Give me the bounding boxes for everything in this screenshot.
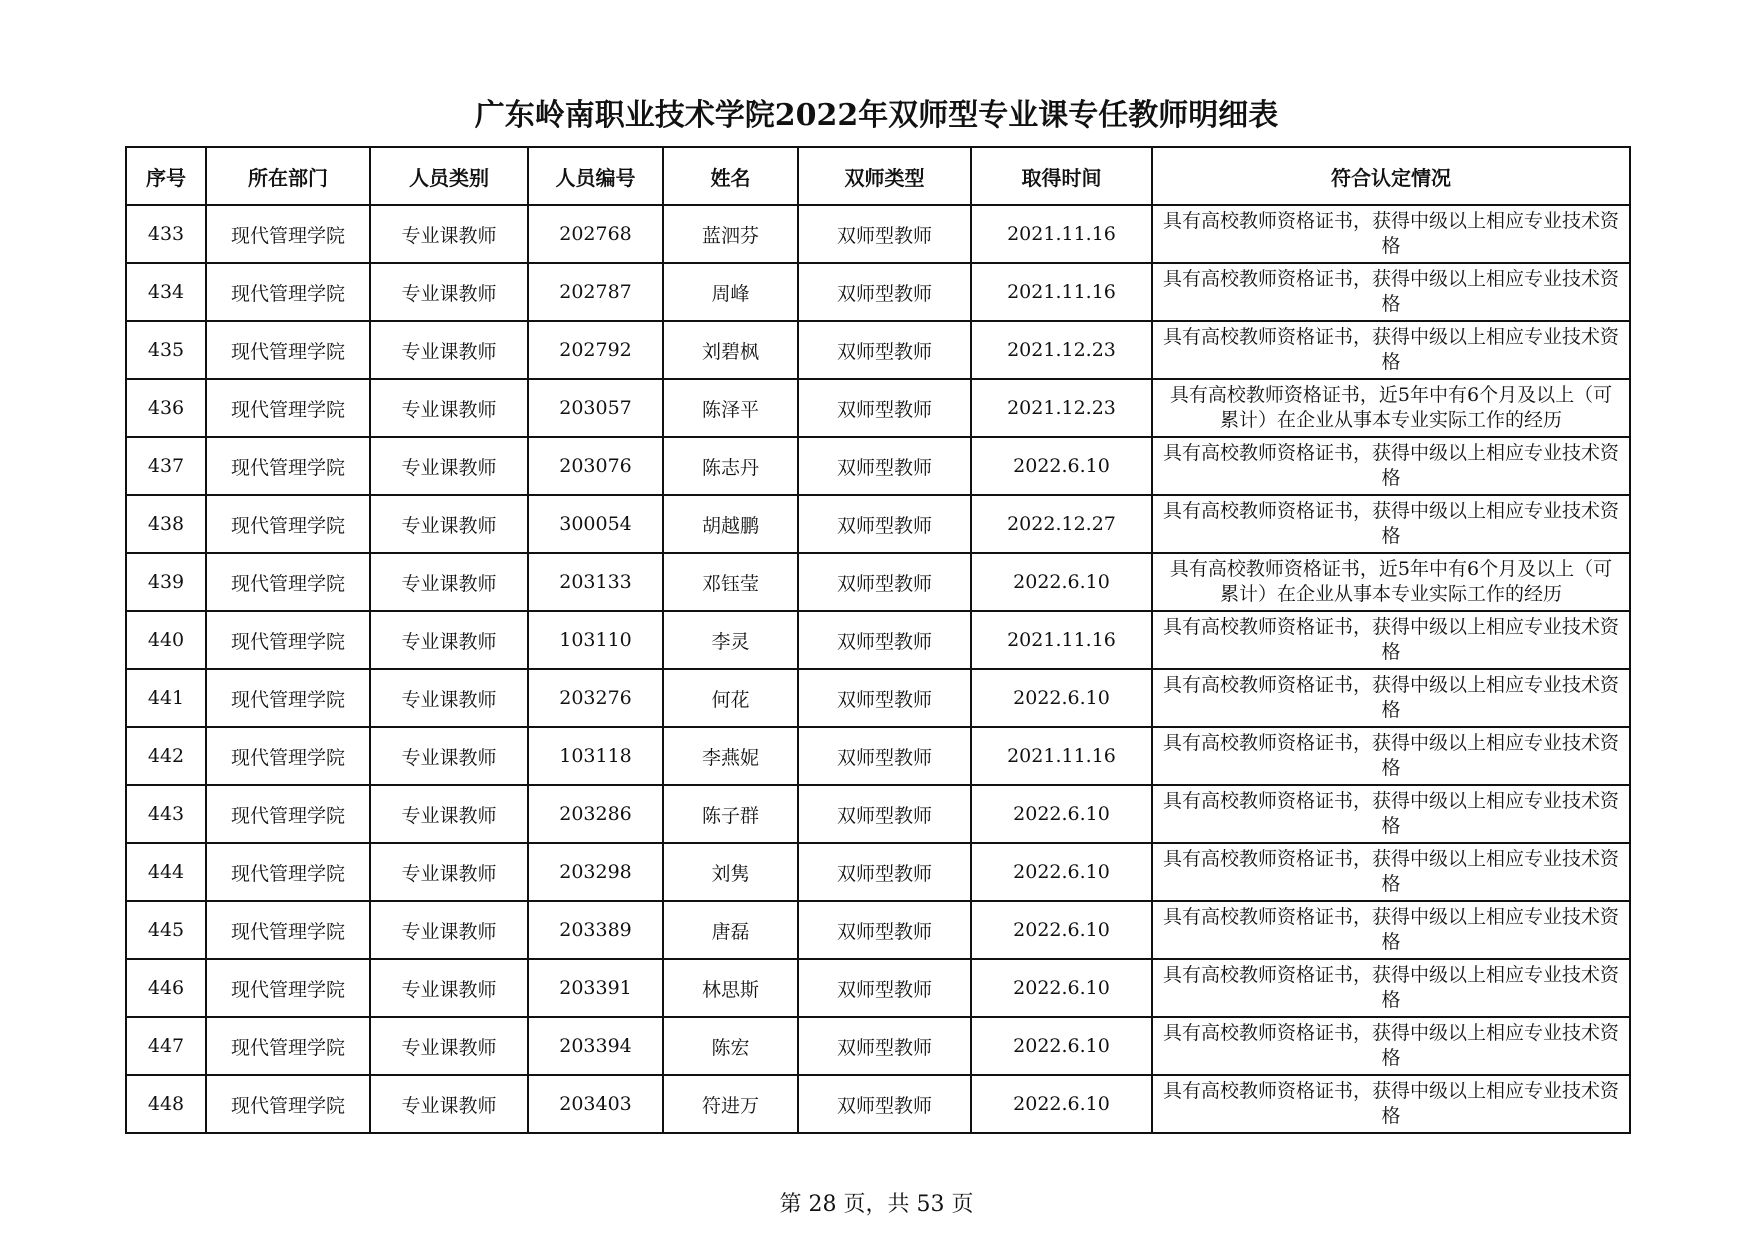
- cell-index: 436: [126, 379, 206, 437]
- cell-dual-type: 双师型教师: [798, 495, 971, 553]
- cell-criteria: 具有高校教师资格证书，近5年中有6个月及以上（可累计）在企业从事本专业实际工作的经历: [1152, 379, 1630, 437]
- cell-name: 陈泽平: [663, 379, 798, 437]
- cell-staff-category: 专业课教师: [370, 1075, 528, 1133]
- cell-staff-id: 202768: [528, 205, 663, 263]
- cell-staff-id: 203298: [528, 843, 663, 901]
- cell-index: 443: [126, 785, 206, 843]
- cell-name: 林思斯: [663, 959, 798, 1017]
- table-row: [126, 959, 1630, 1017]
- cell-dual-type: 双师型教师: [798, 611, 971, 669]
- cell-criteria: 具有高校教师资格证书，获得中级以上相应专业技术资格: [1152, 727, 1630, 785]
- cell-department: 现代管理学院: [206, 205, 370, 263]
- cell-department: 现代管理学院: [206, 611, 370, 669]
- header-cell-criteria: 符合认定情况: [1152, 147, 1630, 205]
- cell-dual-type: 双师型教师: [798, 1017, 971, 1075]
- cell-dual-type: 双师型教师: [798, 263, 971, 321]
- header-cell-department: 所在部门: [206, 147, 370, 205]
- table-row: [126, 727, 1630, 785]
- cell-staff-id: 203403: [528, 1075, 663, 1133]
- cell-staff-category: 专业课教师: [370, 843, 528, 901]
- table-row: [126, 263, 1630, 321]
- cell-department: 现代管理学院: [206, 843, 370, 901]
- cell-index: 435: [126, 321, 206, 379]
- cell-date-obtained: 2021.11.16: [971, 727, 1152, 785]
- cell-criteria: 具有高校教师资格证书，获得中级以上相应专业技术资格: [1152, 669, 1630, 727]
- cell-date-obtained: 2022.6.10: [971, 901, 1152, 959]
- table-row: [126, 1017, 1630, 1075]
- page-footer: 第 28 页，共 53 页: [779, 1192, 974, 1217]
- cell-staff-category: 专业课教师: [370, 611, 528, 669]
- cell-index: 446: [126, 959, 206, 1017]
- cell-department: 现代管理学院: [206, 1075, 370, 1133]
- cell-dual-type: 双师型教师: [798, 669, 971, 727]
- table-row: [126, 901, 1630, 959]
- cell-criteria: 具有高校教师资格证书，获得中级以上相应专业技术资格: [1152, 785, 1630, 843]
- cell-department: 现代管理学院: [206, 321, 370, 379]
- cell-staff-id: 203389: [528, 901, 663, 959]
- cell-name: 邓钰莹: [663, 553, 798, 611]
- cell-department: 现代管理学院: [206, 785, 370, 843]
- cell-department: 现代管理学院: [206, 553, 370, 611]
- cell-criteria: 具有高校教师资格证书，获得中级以上相应专业技术资格: [1152, 321, 1630, 379]
- cell-name: 胡越鹏: [663, 495, 798, 553]
- cell-department: 现代管理学院: [206, 437, 370, 495]
- cell-index: 444: [126, 843, 206, 901]
- cell-dual-type: 双师型教师: [798, 959, 971, 1017]
- cell-name: 陈志丹: [663, 437, 798, 495]
- table-row: [126, 611, 1630, 669]
- cell-index: 445: [126, 901, 206, 959]
- cell-date-obtained: 2021.12.23: [971, 379, 1152, 437]
- cell-department: 现代管理学院: [206, 669, 370, 727]
- header-cell-dual-type: 双师类型: [798, 147, 971, 205]
- cell-criteria: 具有高校教师资格证书，获得中级以上相应专业技术资格: [1152, 437, 1630, 495]
- cell-staff-category: 专业课教师: [370, 727, 528, 785]
- cell-date-obtained: 2022.6.10: [971, 1075, 1152, 1133]
- cell-criteria: 具有高校教师资格证书，获得中级以上相应专业技术资格: [1152, 843, 1630, 901]
- cell-index: 439: [126, 553, 206, 611]
- cell-department: 现代管理学院: [206, 1017, 370, 1075]
- cell-name: 周峰: [663, 263, 798, 321]
- header-cell-date-obtained: 取得时间: [971, 147, 1152, 205]
- cell-index: 433: [126, 205, 206, 263]
- header-cell-name: 姓名: [663, 147, 798, 205]
- cell-name: 蓝泗芬: [663, 205, 798, 263]
- cell-date-obtained: 2022.6.10: [971, 1017, 1152, 1075]
- table-row: [126, 495, 1630, 553]
- cell-staff-id: 203286: [528, 785, 663, 843]
- cell-index: 447: [126, 1017, 206, 1075]
- cell-dual-type: 双师型教师: [798, 843, 971, 901]
- cell-criteria: 具有高校教师资格证书，获得中级以上相应专业技术资格: [1152, 263, 1630, 321]
- table-body: [126, 205, 1630, 1133]
- cell-date-obtained: 2021.11.16: [971, 205, 1152, 263]
- cell-staff-id: 300054: [528, 495, 663, 553]
- page-title: 广东岭南职业技术学院2022年双师型专业课专任教师明细表: [474, 98, 1279, 133]
- table-row: [126, 205, 1630, 263]
- cell-dual-type: 双师型教师: [798, 1075, 971, 1133]
- cell-department: 现代管理学院: [206, 901, 370, 959]
- cell-date-obtained: 2022.6.10: [971, 437, 1152, 495]
- cell-index: 442: [126, 727, 206, 785]
- cell-department: 现代管理学院: [206, 379, 370, 437]
- cell-name: 刘隽: [663, 843, 798, 901]
- cell-staff-category: 专业课教师: [370, 321, 528, 379]
- cell-department: 现代管理学院: [206, 727, 370, 785]
- cell-name: 陈子群: [663, 785, 798, 843]
- cell-name: 李灵: [663, 611, 798, 669]
- cell-criteria: 具有高校教师资格证书，获得中级以上相应专业技术资格: [1152, 205, 1630, 263]
- cell-staff-category: 专业课教师: [370, 437, 528, 495]
- cell-date-obtained: 2022.6.10: [971, 959, 1152, 1017]
- cell-staff-category: 专业课教师: [370, 379, 528, 437]
- cell-dual-type: 双师型教师: [798, 785, 971, 843]
- table-row: [126, 1075, 1630, 1133]
- table-row: [126, 379, 1630, 437]
- header-cell-staff-category: 人员类别: [370, 147, 528, 205]
- cell-dual-type: 双师型教师: [798, 205, 971, 263]
- cell-staff-category: 专业课教师: [370, 553, 528, 611]
- cell-dual-type: 双师型教师: [798, 321, 971, 379]
- cell-index: 441: [126, 669, 206, 727]
- cell-staff-category: 专业课教师: [370, 495, 528, 553]
- cell-dual-type: 双师型教师: [798, 901, 971, 959]
- cell-staff-id: 202787: [528, 263, 663, 321]
- cell-date-obtained: 2021.11.16: [971, 263, 1152, 321]
- header-cell-staff-id: 人员编号: [528, 147, 663, 205]
- cell-criteria: 具有高校教师资格证书，获得中级以上相应专业技术资格: [1152, 1075, 1630, 1133]
- cell-date-obtained: 2022.6.10: [971, 785, 1152, 843]
- cell-dual-type: 双师型教师: [798, 437, 971, 495]
- cell-staff-id: 203057: [528, 379, 663, 437]
- cell-criteria: 具有高校教师资格证书，近5年中有6个月及以上（可累计）在企业从事本专业实际工作的经历: [1152, 553, 1630, 611]
- cell-name: 陈宏: [663, 1017, 798, 1075]
- cell-date-obtained: 2022.6.10: [971, 669, 1152, 727]
- cell-dual-type: 双师型教师: [798, 553, 971, 611]
- table-row: [126, 785, 1630, 843]
- cell-name: 何花: [663, 669, 798, 727]
- cell-name: 李燕妮: [663, 727, 798, 785]
- cell-name: 唐磊: [663, 901, 798, 959]
- cell-staff-id: 203133: [528, 553, 663, 611]
- cell-date-obtained: 2021.11.16: [971, 611, 1152, 669]
- header-cell-index: 序号: [126, 147, 206, 205]
- cell-staff-category: 专业课教师: [370, 205, 528, 263]
- table-row: [126, 553, 1630, 611]
- cell-staff-category: 专业课教师: [370, 1017, 528, 1075]
- cell-department: 现代管理学院: [206, 263, 370, 321]
- cell-staff-category: 专业课教师: [370, 959, 528, 1017]
- cell-index: 437: [126, 437, 206, 495]
- cell-dual-type: 双师型教师: [798, 727, 971, 785]
- cell-index: 438: [126, 495, 206, 553]
- cell-date-obtained: 2021.12.23: [971, 321, 1152, 379]
- table-row: [126, 669, 1630, 727]
- table-row: [126, 321, 1630, 379]
- cell-department: 现代管理学院: [206, 495, 370, 553]
- cell-department: 现代管理学院: [206, 959, 370, 1017]
- cell-staff-id: 203276: [528, 669, 663, 727]
- table-row: [126, 437, 1630, 495]
- cell-index: 440: [126, 611, 206, 669]
- cell-staff-id: 203076: [528, 437, 663, 495]
- cell-staff-category: 专业课教师: [370, 901, 528, 959]
- cell-staff-id: 202792: [528, 321, 663, 379]
- cell-date-obtained: 2022.12.27: [971, 495, 1152, 553]
- cell-name: 刘碧枫: [663, 321, 798, 379]
- cell-criteria: 具有高校教师资格证书，获得中级以上相应专业技术资格: [1152, 1017, 1630, 1075]
- cell-staff-id: 103110: [528, 611, 663, 669]
- cell-staff-id: 203394: [528, 1017, 663, 1075]
- cell-staff-category: 专业课教师: [370, 785, 528, 843]
- cell-name: 符进万: [663, 1075, 798, 1133]
- cell-criteria: 具有高校教师资格证书，获得中级以上相应专业技术资格: [1152, 611, 1630, 669]
- cell-criteria: 具有高校教师资格证书，获得中级以上相应专业技术资格: [1152, 495, 1630, 553]
- cell-criteria: 具有高校教师资格证书，获得中级以上相应专业技术资格: [1152, 959, 1630, 1017]
- table-header-row: [126, 147, 1630, 205]
- cell-staff-category: 专业课教师: [370, 263, 528, 321]
- cell-date-obtained: 2022.6.10: [971, 553, 1152, 611]
- teacher-roster-table: [125, 146, 1631, 1134]
- cell-date-obtained: 2022.6.10: [971, 843, 1152, 901]
- cell-index: 448: [126, 1075, 206, 1133]
- cell-staff-category: 专业课教师: [370, 669, 528, 727]
- table-row: [126, 843, 1630, 901]
- cell-staff-id: 103118: [528, 727, 663, 785]
- cell-staff-id: 203391: [528, 959, 663, 1017]
- cell-index: 434: [126, 263, 206, 321]
- cell-dual-type: 双师型教师: [798, 379, 971, 437]
- cell-criteria: 具有高校教师资格证书，获得中级以上相应专业技术资格: [1152, 901, 1630, 959]
